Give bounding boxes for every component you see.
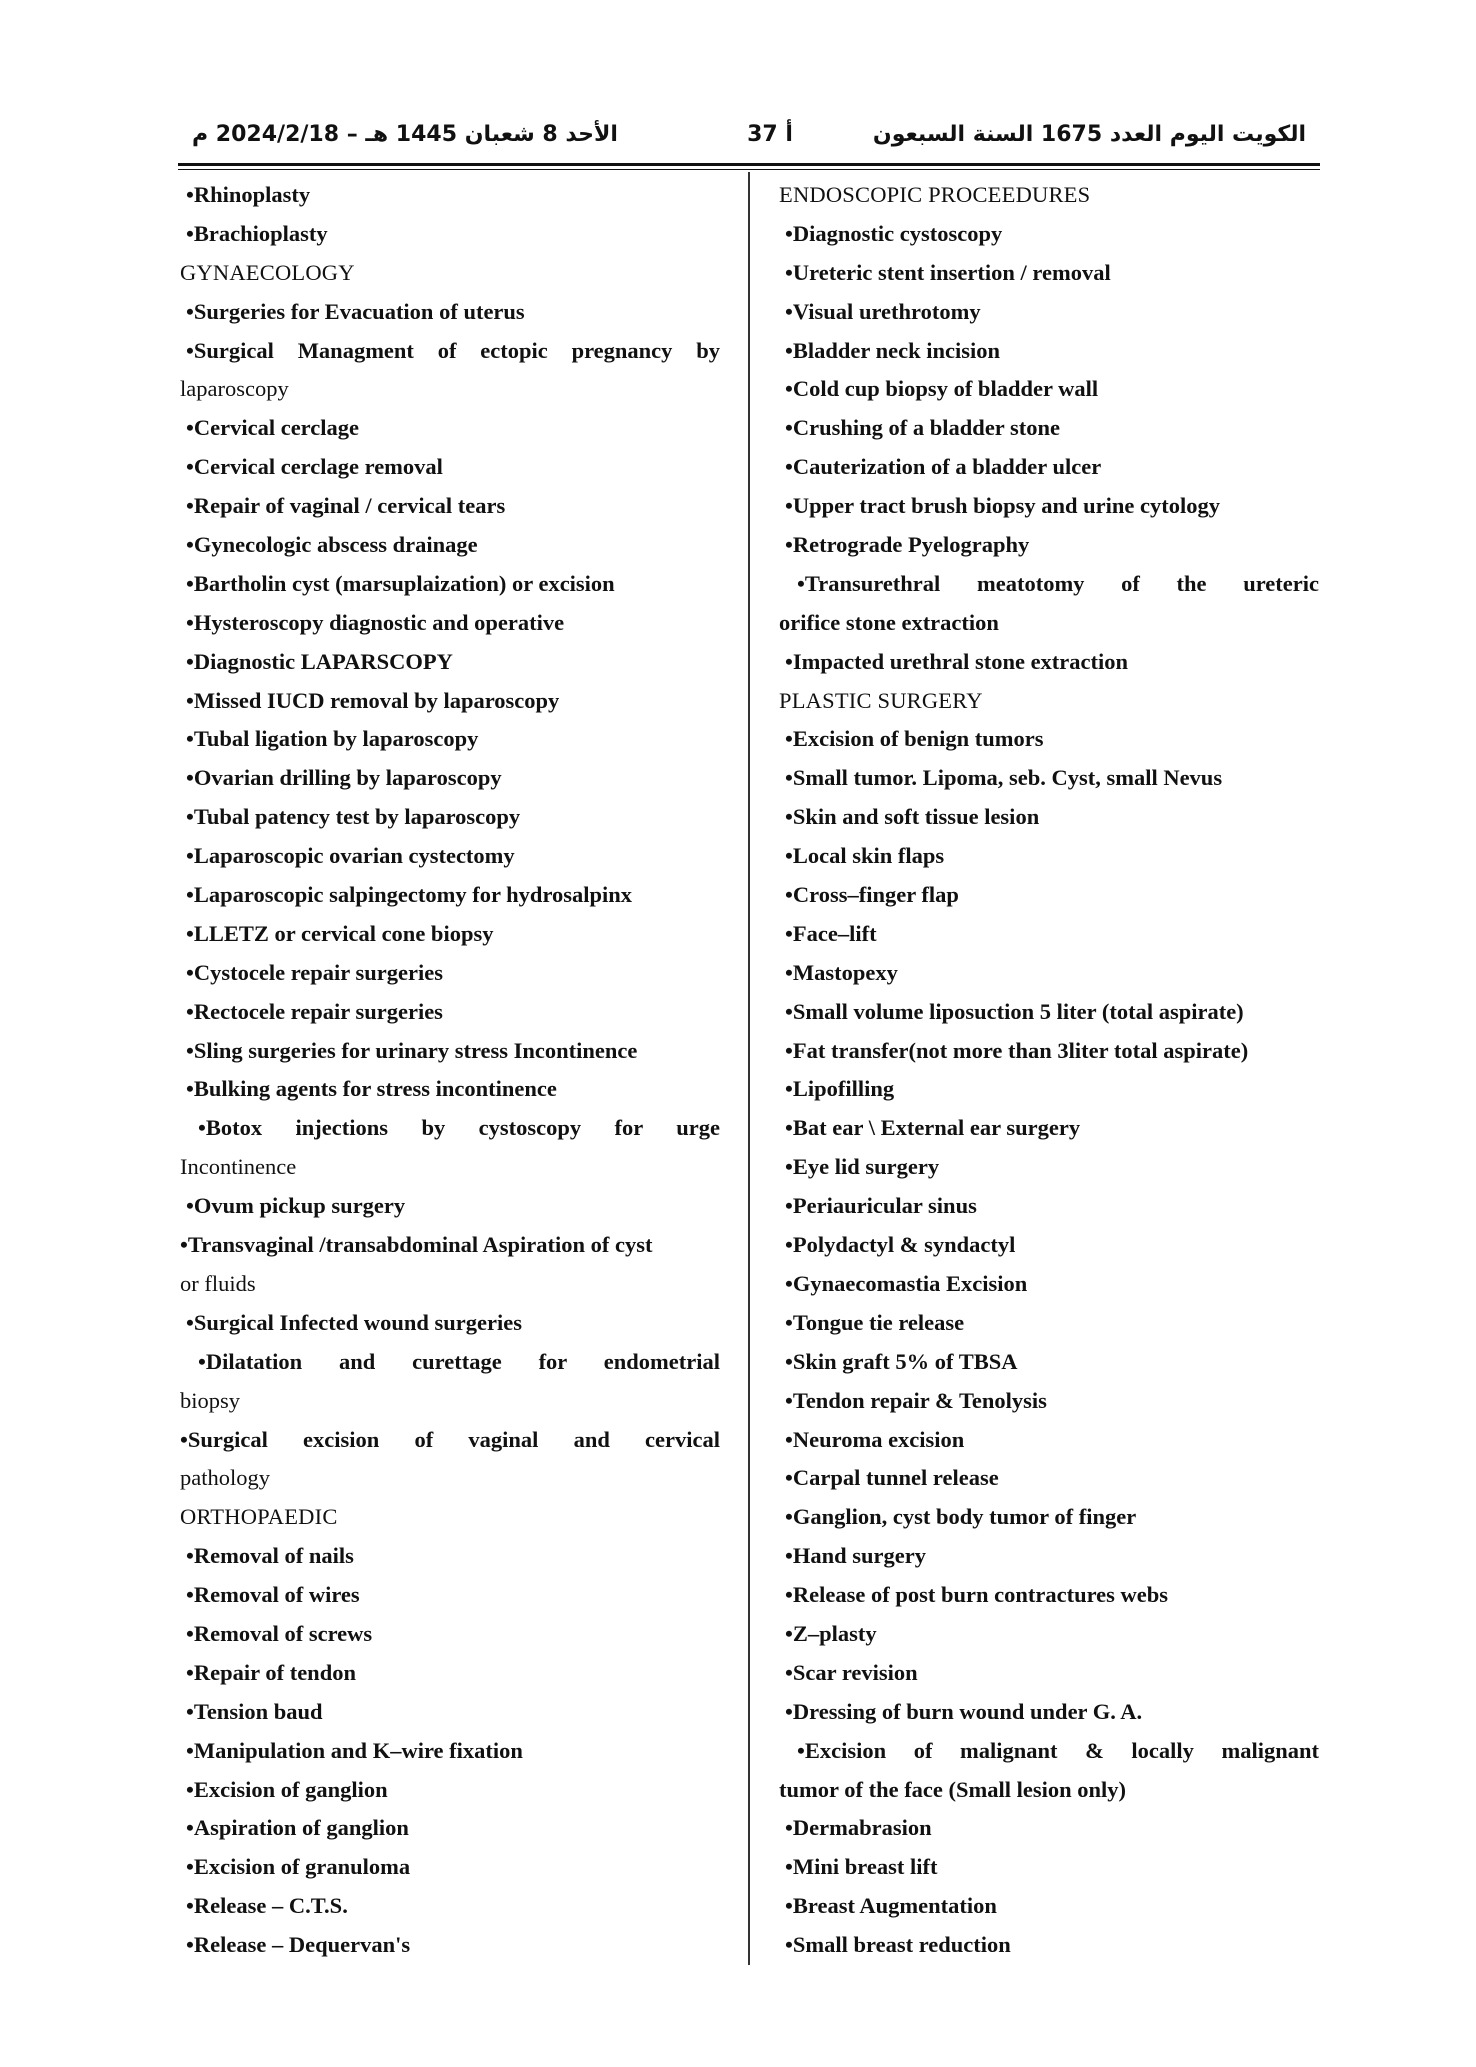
list-item: •Ovarian drilling by laparoscopy [186,765,502,791]
section-heading: PLASTIC SURGERY [779,687,983,713]
list-item: •Carpal tunnel release [785,1465,999,1491]
list-item: •Small volume liposuction 5 liter (total aspirate) [785,998,1244,1024]
list-item: •Small breast reduction [785,1932,1011,1958]
list-item: •Lipofilling [785,1076,895,1102]
list-item: •Transurethral meatotomy of the ureteric [797,570,1319,596]
list-item: •Bladder neck incision [785,337,1001,363]
list-item: •Excision of malignant & locally malignant [797,1737,1319,1763]
header-rule-thin [178,169,1320,170]
list-item: •Eye lid surgery [785,1154,940,1180]
list-item: •Bartholin cyst (marsuplaization) or excision [186,570,615,596]
list-item: •Sling surgeries for urinary stress Incontinence [186,1037,638,1063]
list-item: •Tension baud [186,1698,323,1724]
list-item: •Rhinoplasty [186,182,311,207]
list-item: •Skin graft 5% of TBSA [785,1348,1018,1374]
list-item: •Cauterization of a bladder ulcer [785,454,1102,480]
list-item: •Cervical cerclage [186,415,359,441]
list-item: •Release of post burn contractures webs [785,1582,1169,1608]
list-item: •LLETZ or cervical cone biopsy [186,920,494,946]
list-item: •Hysteroscopy diagnostic and operative [186,609,565,635]
list-item: •Ureteric stent insertion / removal [785,259,1111,285]
list-item: •Repair of vaginal / cervical tears [186,493,506,519]
list-item: •Excision of benign tumors [785,726,1044,752]
list-item: •Cervical cerclage removal [186,454,443,480]
list-item: •Dilatation and curettage for endometrial [198,1348,720,1374]
list-item: •Ovum pickup surgery [186,1193,406,1219]
list-item: •Neuroma excision [785,1426,965,1452]
list-item-continuation: Incontinence [180,1154,297,1180]
list-item: •Tubal patency test by laparoscopy [186,804,521,830]
list-item: •Tubal ligation by laparoscopy [186,726,479,752]
list-item: •Z–plasty [785,1620,877,1646]
header-date: الأحد 8 شعبان 1445 هـ – 2024/2/18 م [192,122,618,147]
right-column [779,176,1319,1965]
left-column [180,176,720,1965]
list-item: •Cystocele repair surgeries [186,959,443,985]
list-item: •Surgical excision of vaginal and cervical [180,1426,720,1452]
list-item: •Hand surgery [785,1543,927,1569]
list-item: •Breast Augmentation [785,1893,997,1919]
list-item: •Polydactyl & syndactyl [785,1232,1016,1258]
list-item: •Bat ear \ External ear surgery [785,1115,1081,1141]
header-publication: الكويت اليوم العدد 1675 السنة السبعون [872,122,1306,147]
list-item: •Rectocele repair surgeries [186,998,443,1024]
list-item: •Missed IUCD removal by laparoscopy [186,687,560,713]
list-item: •Retrograde Pyelography [785,532,1030,558]
list-item: •Brachioplasty [186,220,328,246]
list-item: •Gynaecomastia Excision [785,1270,1028,1296]
list-item: •Transvaginal /transabdominal Aspiration of cyst [180,1232,653,1258]
list-item: •Release – Dequervan's [186,1932,411,1958]
list-item: •Dressing of burn wound under G. A. [785,1698,1143,1724]
list-item: •Excision of ganglion [186,1776,388,1802]
list-item: •Scar revision [785,1659,918,1685]
list-item-continuation: laparoscopy [180,376,289,402]
list-item: •Tendon repair & Tenolysis [785,1387,1047,1413]
list-item: •Surgeries for Evacuation of uterus [186,298,525,324]
list-item: •Gynecologic abscess drainage [186,532,478,558]
header-rule-thick [178,163,1320,166]
list-item-continuation: tumor of the face (Small lesion only) [779,1776,1127,1802]
list-item: •Laparoscopic salpingectomy for hydrosalpinx [186,882,633,908]
section-heading: GYNAECOLOGY [180,259,355,285]
list-item: •Skin and soft tissue lesion [785,804,1040,830]
list-item: •Cross–finger flap [785,882,959,908]
list-item-continuation: pathology [180,1465,270,1491]
list-item: •Tongue tie release [785,1309,965,1335]
section-heading: ORTHOPAEDIC [180,1504,338,1530]
header-page-number: 37 أ [747,122,793,147]
list-item: •Release – C.T.S. [186,1893,348,1919]
list-item: •Face–lift [785,920,877,946]
list-item: •Ganglion, cyst body tumor of finger [785,1504,1137,1530]
section-heading: ENDOSCOPIC PROCEEDURES [779,182,1091,207]
list-item: •Surgical Infected wound surgeries [186,1309,522,1335]
list-item: •Surgical Managment of ectopic pregnancy by [186,337,720,363]
list-item: •Diagnostic cystoscopy [785,220,1003,246]
page-header [178,122,1320,160]
list-item: •Visual urethrotomy [785,298,981,324]
list-item: •Mini breast lift [785,1854,938,1880]
column-divider [748,172,750,1965]
list-item: •Small tumor. Lipoma, seb. Cyst, small Nevus [785,765,1223,791]
list-item: •Dermabrasion [785,1815,932,1841]
list-item: •Excision of granuloma [186,1854,411,1880]
list-item: •Laparoscopic ovarian cystectomy [186,843,515,869]
list-item: •Manipulation and K–wire fixation [186,1737,523,1763]
list-item: •Periauricular sinus [785,1193,977,1219]
list-item: •Diagnostic LAPARSCOPY [186,648,453,674]
list-item: •Impacted urethral stone extraction [785,648,1129,674]
list-item-continuation: orifice stone extraction [779,609,999,635]
list-item: •Upper tract brush biopsy and urine cytology [785,493,1221,519]
list-item: •Fat transfer(not more than 3liter total aspirate) [785,1037,1249,1063]
list-item-continuation: biopsy [180,1387,241,1413]
list-item: •Local skin flaps [785,843,945,869]
list-item-continuation: or fluids [180,1270,256,1296]
list-item: •Mastopexy [785,959,898,985]
list-item: •Removal of nails [186,1543,354,1569]
list-item: •Botox injections by cystoscopy for urge [198,1115,720,1141]
list-item: •Cold cup biopsy of bladder wall [785,376,1099,402]
list-item: •Crushing of a bladder stone [785,415,1061,441]
list-item: •Aspiration of ganglion [186,1815,409,1841]
list-item: •Repair of tendon [186,1659,356,1685]
list-item: •Removal of screws [186,1620,373,1646]
list-item: •Bulking agents for stress incontinence [186,1076,557,1102]
list-item: •Removal of wires [186,1582,360,1608]
